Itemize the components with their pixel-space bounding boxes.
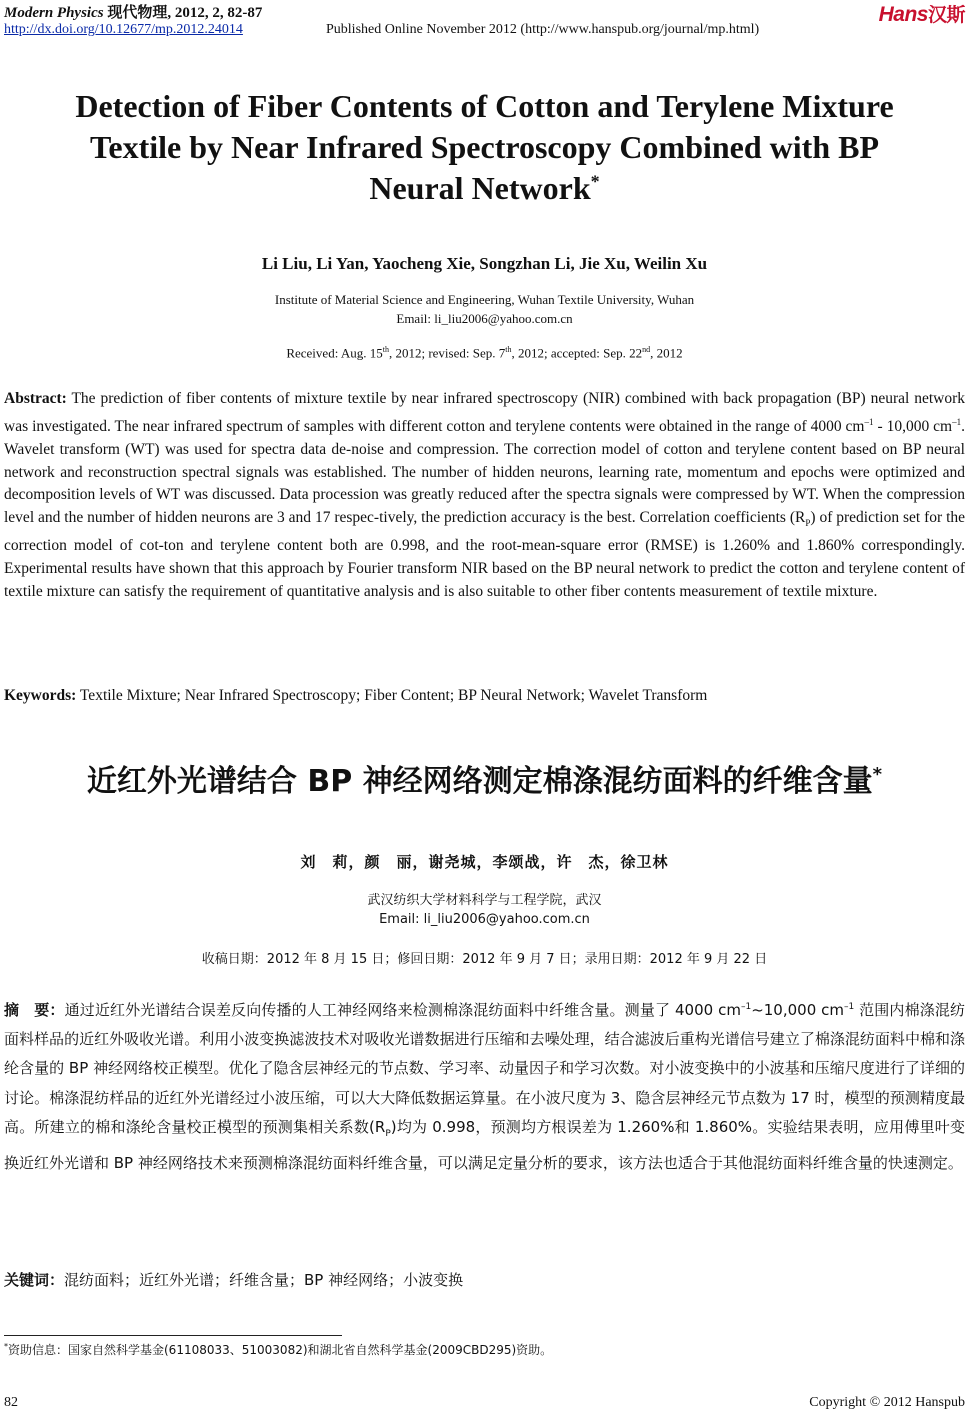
abstract-cn-text: 范围内棉涤混纺面料样品的近红外吸收光谱。利用小波变换滤波技术对吸收光谱数据进行压缩和去噪处理，结合滤波后重构光谱信号建立了棉涤混纺面料中棉和涤纶含量的 BP 神经网络校正模型。优化了隐含层神经元的节点数、学习率、动量因子和学习次数。对小波变换中的小波基和压缩尺度进行了详细的讨论。棉涤混纺样品的近红外光谱经过小波压缩，可以大大降低数据运算量。在小波尺度为 3、隐含层神经元节点数为 17 时，模型的预测精度最高。所建立的棉和涤纶含量校正模型的预测集相关系数(R [4,1001,965,1136]
email-en: Email: li_liu2006@yahoo.com.cn [396,311,573,326]
ordinal-sup: nd [642,345,651,354]
affiliation-cn [0,891,969,929]
page-number: 82 [4,1395,18,1410]
institute-cn: 武汉纺织大学材料科学与工程学院，武汉 [367,893,602,908]
abstract-en [4,388,965,603]
paper-title-en [0,86,969,209]
abstract-cn [4,993,965,1178]
published-online: Published Online November 2012 (http://www.hanspub.org/journal/mp.html) [326,22,760,37]
keywords-en [4,687,707,705]
journal-name: Modern Physics [4,5,104,21]
unit-sup: –1 [952,416,962,427]
title-line-1: Detection of Fiber Contents of Cotton and Terylene Mixture [75,88,894,124]
ordinal-sup: th [505,345,512,354]
abstract-text: . Wavelet transform (WT) was used for spectra data de-noise and compression. The correction model of cotton and terylene content based on BP neural network and reconstruction spectral signals was established. The number of hidden neurons, learning rate, momentum and epochs were optimized and decomposition levels of WT was discussed. Data procession was greatly reduced after the spectra signals were compressed by WT. When the compression level and the number of hidden neurons are 3 and 17 respec-tively, the prediction accuracy is the best. Correlation coefficients (R [4,417,965,527]
footnote-text: 资助信息：国家自然科学基金(61108033、51003082)和湖北省自然科学基金(2009CBD295)资助。 [8,1343,553,1357]
doi-link[interactable]: http://dx.doi.org/10.12677/mp.2012.24014 [4,22,243,37]
keywords-text: Textile Mixture; Near Infrared Spectroscopy; Fiber Content; BP Neural Network; Wavelet Transform [76,687,708,704]
keywords-cn-text: 混纺面料；近红外光谱；纤维含量；BP 神经网络；小波变换 [64,1271,464,1289]
keywords-label-cn: 关键词： [4,1271,65,1289]
abstract-cn-text: 通过近红外光谱结合误差反向传播的人工神经网络来检测棉涤混纺面料中纤维含量。测量了 4000 cm [64,1001,741,1019]
paper-title-cn [0,756,969,800]
title-cn-text: 近红外光谱结合 BP 神经网络测定棉涤混纺面料的纤维含量 [86,764,873,799]
ordinal-sup: th [382,345,389,354]
received-dates-cn: 收稿日期：2012 年 8 月 15 日；修回日期：2012 年 9 月 7 日；录用日期：2012 年 9 月 22 日 [201,952,768,967]
email-cn: Email: li_liu2006@yahoo.com.cn [379,912,590,927]
authors-en: Li Liu, Li Yan, Yaocheng Xie, Songzhan Li, Jie Xu, Weilin Xu [261,254,708,273]
authors-cn: 刘 莉，颜 丽，谢尧城，李颂战，许 杰，徐卫林 [300,853,669,871]
title-line-3-text: Neural Network [369,170,591,206]
abstract-text: ) of prediction set for the correction model of cot-ton and terylene content both are 0.998, and the root-mean-square error (RMSE) is 1.260% and 1.860% correspondingly. Experimental results have shown that this approach by Fourier transform NIR based on the BP neural network to predict the cotton and terylene content of textile mixture can satisfy the requirement of quantitative analysis and is also suitable to other fiber contents measurement of textile mixture. [4,509,966,600]
abstract-label: Abstract: [4,390,67,407]
journal-header [4,1,262,22]
hanspub-logo [879,0,965,27]
logo-cn: 汉斯 [927,4,965,26]
footnote-mark: * [4,1342,8,1351]
revised-text: , 2012; revised: Sep. 7 [388,345,506,361]
footnote-divider [4,1335,342,1336]
abstract-text: - 10,000 cm [873,417,953,435]
received-dates-en [0,345,969,361]
title-line-3 [0,168,969,209]
journal-issue: 现代物理, 2012, 2, 82-87 [103,5,263,21]
abstract-cn-text: )均为 0.998，预测均方根误差为 1.260%和 1.860%。实验结果表明，应用傅里叶变换近红外光谱和 BP 神经网络技术来预测棉涤混纺面料纤维含量，可以满足定量分析的要求，该方法也适合于其他混纺面料纤维含量的快速测定。 [4,1117,965,1173]
abstract-cn-text: ~10,000 cm [751,1001,845,1019]
funding-mark: * [590,171,600,192]
unit-sup: –1 [740,1002,752,1012]
abstract-text: The prediction of fiber contents of mixture textile by near infrared spectroscopy (NIR) combined with back propagation (BP) neural network was investigated. The near infrared spectrum of samples with different cotton and terylene contents were obtained in the range of 4000 cm [4,390,965,435]
received-text: Received: Aug. 15 [286,345,383,361]
accepted-text: , 2012; accepted: Sep. 22 [511,345,643,361]
funding-footnote [4,1341,552,1358]
subscript: P [385,1128,391,1139]
year-text: , 2012 [650,345,683,361]
copyright-notice: Copyright © 2012 Hanspub [809,1395,965,1410]
subscript: P [805,518,811,529]
unit-sup: –1 [844,1002,855,1012]
affiliation-en [0,290,969,328]
title-line-2: Textile by Near Infrared Spectroscopy Combined with BP [89,129,880,165]
logo-text: Hans [878,3,928,26]
unit-sup: –1 [864,416,874,427]
funding-mark-cn: * [872,764,883,785]
institute-en: Institute of Material Science and Engineering, Wuhan Textile University, Wuhan [274,292,695,307]
keywords-cn [4,1269,463,1290]
keywords-label: Keywords: [4,687,77,704]
abstract-label-cn: 摘 要： [4,1001,65,1019]
